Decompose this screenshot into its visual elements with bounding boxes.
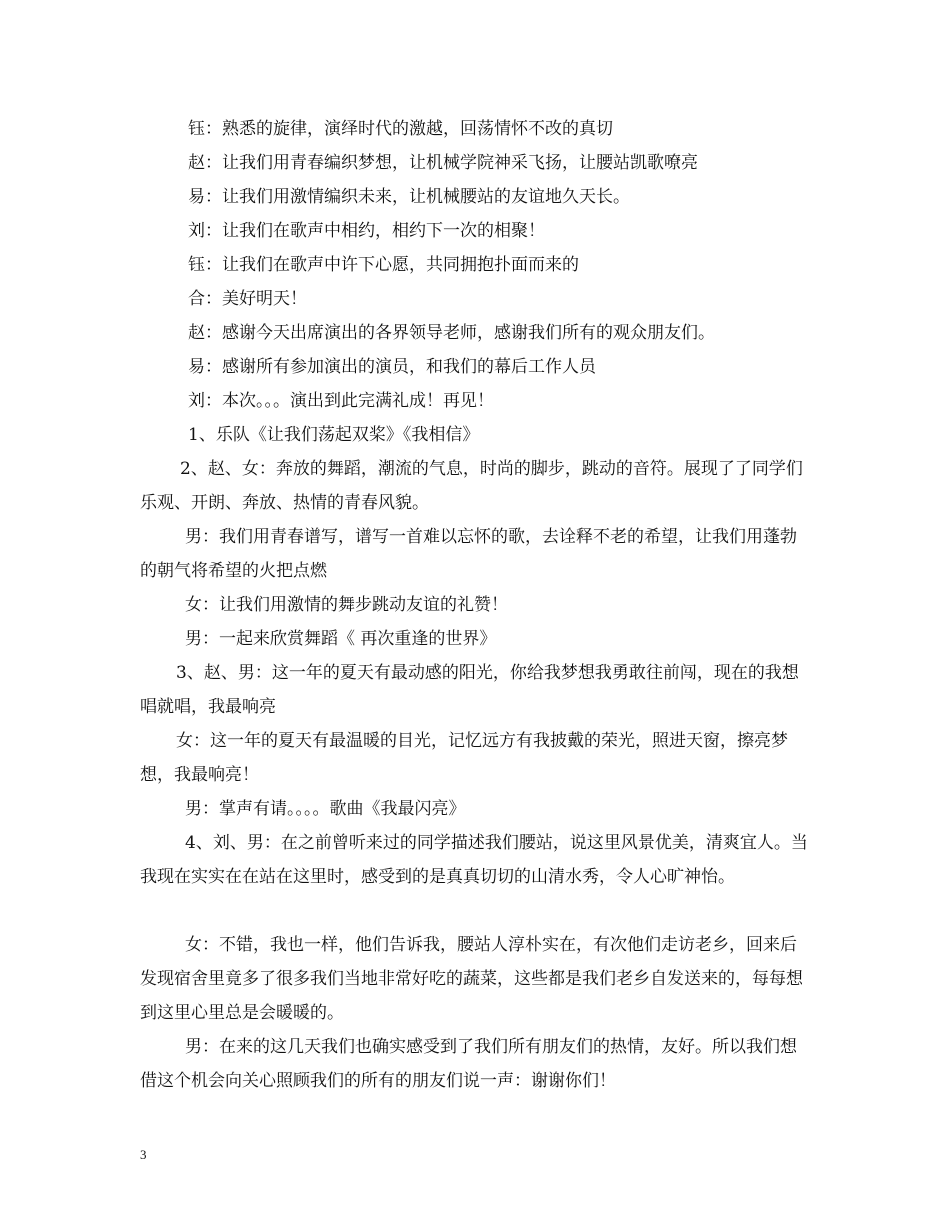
paragraph-7: 赵：感谢今天出席演出的各界领导老师，感谢我们所有的观众朋友们。 xyxy=(188,323,715,343)
paragraph-4: 刘：让我们在歌声中相约，相约下一次的相聚！ xyxy=(188,221,545,241)
paragraph-13: 女：让我们用激情的舞步跳动友谊的礼赞！ xyxy=(185,595,508,615)
paragraph-6: 合：美好明天！ xyxy=(188,289,307,309)
paragraph-15: 3、赵、男：这一年的夏天有最动感的阳光，你给我梦想我勇敢往前闯，现在的我想唱就唱，我最响亮 xyxy=(140,663,799,717)
paragraph-14: 男：一起来欣赏舞蹈《 再次重逢的世界》 xyxy=(185,629,497,649)
paragraph-10: 1、乐队《让我们荡起双桨》《我相信》 xyxy=(188,425,480,445)
paragraph-9: 刘：本次。。。演出到此完满礼成！再见！ xyxy=(188,391,494,411)
paragraph-19: 女：不错，我也一样，他们告诉我，腰站人淳朴实在，有次他们走访老乡，回来后发现宿舍里竟多了很多我们当地非常好吃的蔬菜，这些都是我们老乡自发送来的，每每想到这里心里总是会暖暖的。 xyxy=(140,935,803,1023)
page-number: 3 xyxy=(140,1147,147,1162)
paragraph-20: 男：在来的这几天我们也确实感受到了我们所有朋友们的热情，友好。所以我们想借这个机会向关心照顾我们的所有的朋友们说一声：谢谢你们！ xyxy=(140,1037,797,1091)
paragraph-16: 女：这一年的夏天有最温暖的目光，记忆远方有我披戴的荣光，照进天窗，擦亮梦想，我最响亮！ xyxy=(140,731,788,785)
paragraph-2: 赵：让我们用青春编织梦想，让机械学院神采飞扬，让腰站凯歌嘹亮 xyxy=(188,153,698,173)
paragraph-11: 2、赵、女：奔放的舞蹈，潮流的气息，时尚的脚步，跳动的音符。展现了了同学们乐观、开朗、奔放、热情的青春风貌。 xyxy=(140,459,803,513)
paragraph-12: 男：我们用青春谱写，谱写一首难以忘怀的歌，去诠释不老的希望，让我们用蓬勃的朝气将希望的火把点燃 xyxy=(140,527,797,581)
paragraph-18: 4、刘、男：在之前曾听来过的同学描述我们腰站，说这里风景优美，清爽宜人。当我现在实实在在站在这里时，感受到的是真真切切的山清水秀，令人心旷神怡。 xyxy=(140,833,808,887)
paragraph-3: 易：让我们用激情编织未来，让机械腰站的友谊地久天长。 xyxy=(188,187,630,207)
paragraph-17: 男：掌声有请。。。。歌曲《我最闪亮》 xyxy=(185,799,466,819)
paragraph-1: 钰：熟悉的旋律，演绎时代的激越，回荡情怀不改的真切 xyxy=(188,119,613,139)
paragraph-8: 易：感谢所有参加演出的演员，和我们的幕后工作人员 xyxy=(188,357,596,377)
paragraph-5: 钰：让我们在歌声中许下心愿，共同拥抱扑面而来的 xyxy=(188,255,579,275)
